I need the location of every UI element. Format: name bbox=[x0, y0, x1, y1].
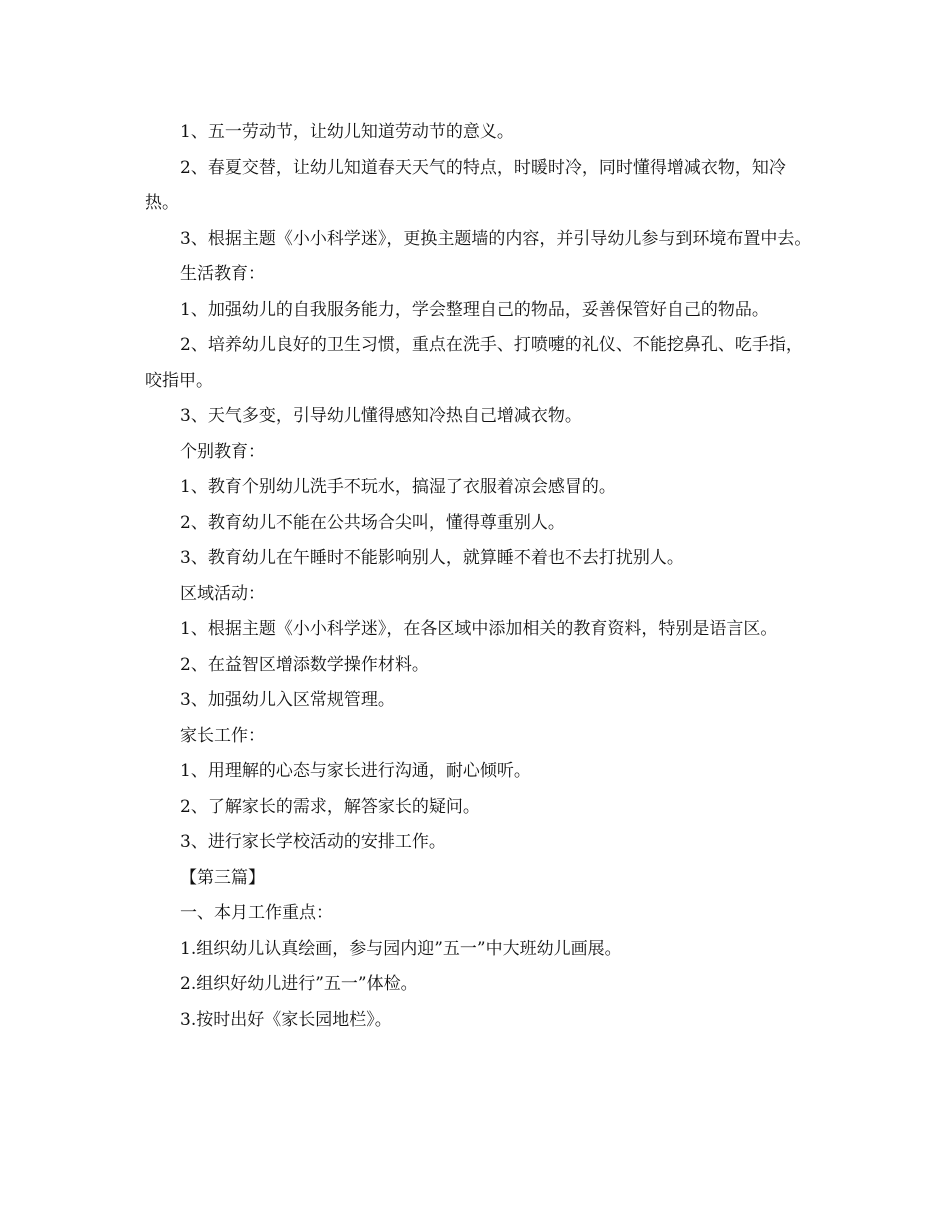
section-heading-individual-education: 个别教育： bbox=[180, 441, 265, 462]
paragraph-23: 2.组织好幼儿进行”五一”体检。 bbox=[180, 974, 418, 994]
paragraph-24: 3.按时出好《家长园地栏》。 bbox=[180, 1009, 392, 1030]
part-heading-third: 【第三篇】 bbox=[180, 867, 265, 888]
paragraph-13: 1、根据主题《小小科学迷》，在各区域中添加相关的教育资料，特别是语言区。 bbox=[180, 619, 778, 639]
section-heading-life-education: 生活教育： bbox=[180, 264, 265, 284]
paragraph-6: 2、培养幼儿良好的卫生习惯，重点在洗手、打喷嚏的礼仪、不能挖鼻孔、吃手指，咬指甲。 bbox=[145, 335, 803, 391]
paragraph-14: 2、在益智区增添数学操作材料。 bbox=[180, 654, 429, 675]
section-heading-monthly-focus: 一、本月工作重点： bbox=[180, 903, 333, 923]
paragraph-15: 3、加强幼儿入区常规管理。 bbox=[180, 690, 395, 710]
paragraph-17: 1、用理解的心态与家长进行沟通，耐心倾听。 bbox=[180, 761, 531, 781]
section-heading-area-activities: 区域活动： bbox=[180, 583, 265, 604]
paragraph-22: 1.组织幼儿认真绘画，参与园内迎”五一”中大班幼儿画展。 bbox=[180, 938, 622, 959]
paragraph-18: 2、了解家长的需求，解答家长的疑问。 bbox=[180, 796, 480, 817]
paragraph-1: 1、五一劳动节，让幼儿知道劳动节的意义。 bbox=[180, 122, 514, 142]
section-heading-parent-work: 家长工作： bbox=[180, 725, 265, 746]
document-body bbox=[145, 115, 815, 1038]
paragraph-19: 3、进行家长学校活动的安排工作。 bbox=[180, 832, 446, 852]
paragraph-11: 3、教育幼儿在午睡时不能影响别人，就算睡不着也不去打扰别人。 bbox=[180, 548, 684, 568]
paragraph-2: 2、春夏交替，让幼儿知道春天天气的特点，时暖时冷，同时懂得增减衣物，知冷热。 bbox=[145, 157, 786, 213]
paragraph-9: 1、教育个别幼儿洗手不玩水，搞湿了衣服着凉会感冒的。 bbox=[180, 477, 616, 497]
paragraph-5: 1、加强幼儿的自我服务能力，学会整理自己的物品，妥善保管好自己的物品。 bbox=[180, 299, 769, 320]
paragraph-7: 3、天气多变，引导幼儿懂得感知冷热自己增减衣物。 bbox=[180, 406, 582, 426]
paragraph-3: 3、根据主题《小小科学迷》，更换主题墙的内容，并引导幼儿参与到环境布置中去。 bbox=[180, 228, 812, 249]
paragraph-10: 2、教育幼儿不能在公共场合尖叫，懂得尊重别人。 bbox=[180, 512, 565, 533]
